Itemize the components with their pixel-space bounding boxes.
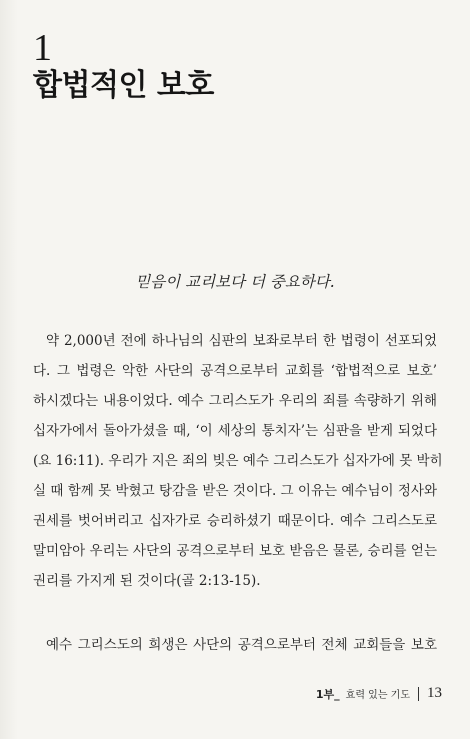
- paragraph-line: 권리를 가지게 된 것이다(골 2:13-15).: [33, 573, 261, 589]
- footer-section-title: 효력 있는 기도: [345, 690, 410, 701]
- epigraph: 믿음이 교리보다 더 중요하다.: [135, 273, 335, 291]
- paragraph-line: 예수 그리스도의 희생은 사단의 공격으로부터 전체 교회들을 보호: [46, 637, 437, 653]
- chapter-title: 합법적인 보호: [33, 68, 214, 103]
- body-paragraph: [33, 630, 437, 660]
- page-number: 13: [427, 685, 442, 701]
- body-paragraph: [33, 326, 443, 596]
- footer-part-label: 1부_: [315, 687, 340, 701]
- paragraph-line: 하시겠다는 내용이었다. 예수 그리스도가 우리의 죄를 속량하기 위해: [33, 393, 437, 409]
- page-footer: [316, 685, 442, 702]
- paragraph-line: 십자가에서 돌아가셨을 때, ‘이 세상의 통치자’는 심판을 받게 되었다: [33, 423, 437, 439]
- paragraph-line: 권세를 벗어버리고 십자가로 승리하셨기 때문이다. 예수 그리스도로: [33, 513, 437, 529]
- chapter-number: 1: [33, 27, 52, 69]
- paragraph-line: 다. 그 법령은 악한 사단의 공격으로부터 교회를 ‘합법적으로 보호’: [33, 363, 437, 379]
- paragraph-line: 말미암아 우리는 사단의 공격으로부터 보호 받음은 물론, 승리를 얻는: [33, 543, 437, 559]
- paragraph-line: 실 때 함께 못 박혔고 탕감을 받은 것이다. 그 이유는 예수님이 정사와: [33, 483, 437, 499]
- footer-divider: [418, 687, 419, 701]
- paragraph-line: 약 2,000년 전에 하나님의 심판의 보좌로부터 한 법령이 선포되었: [46, 333, 437, 349]
- paragraph-line: (요 16:11). 우리가 지은 죄의 빚은 예수 그리스도가 십자가에 못 박히: [33, 453, 443, 469]
